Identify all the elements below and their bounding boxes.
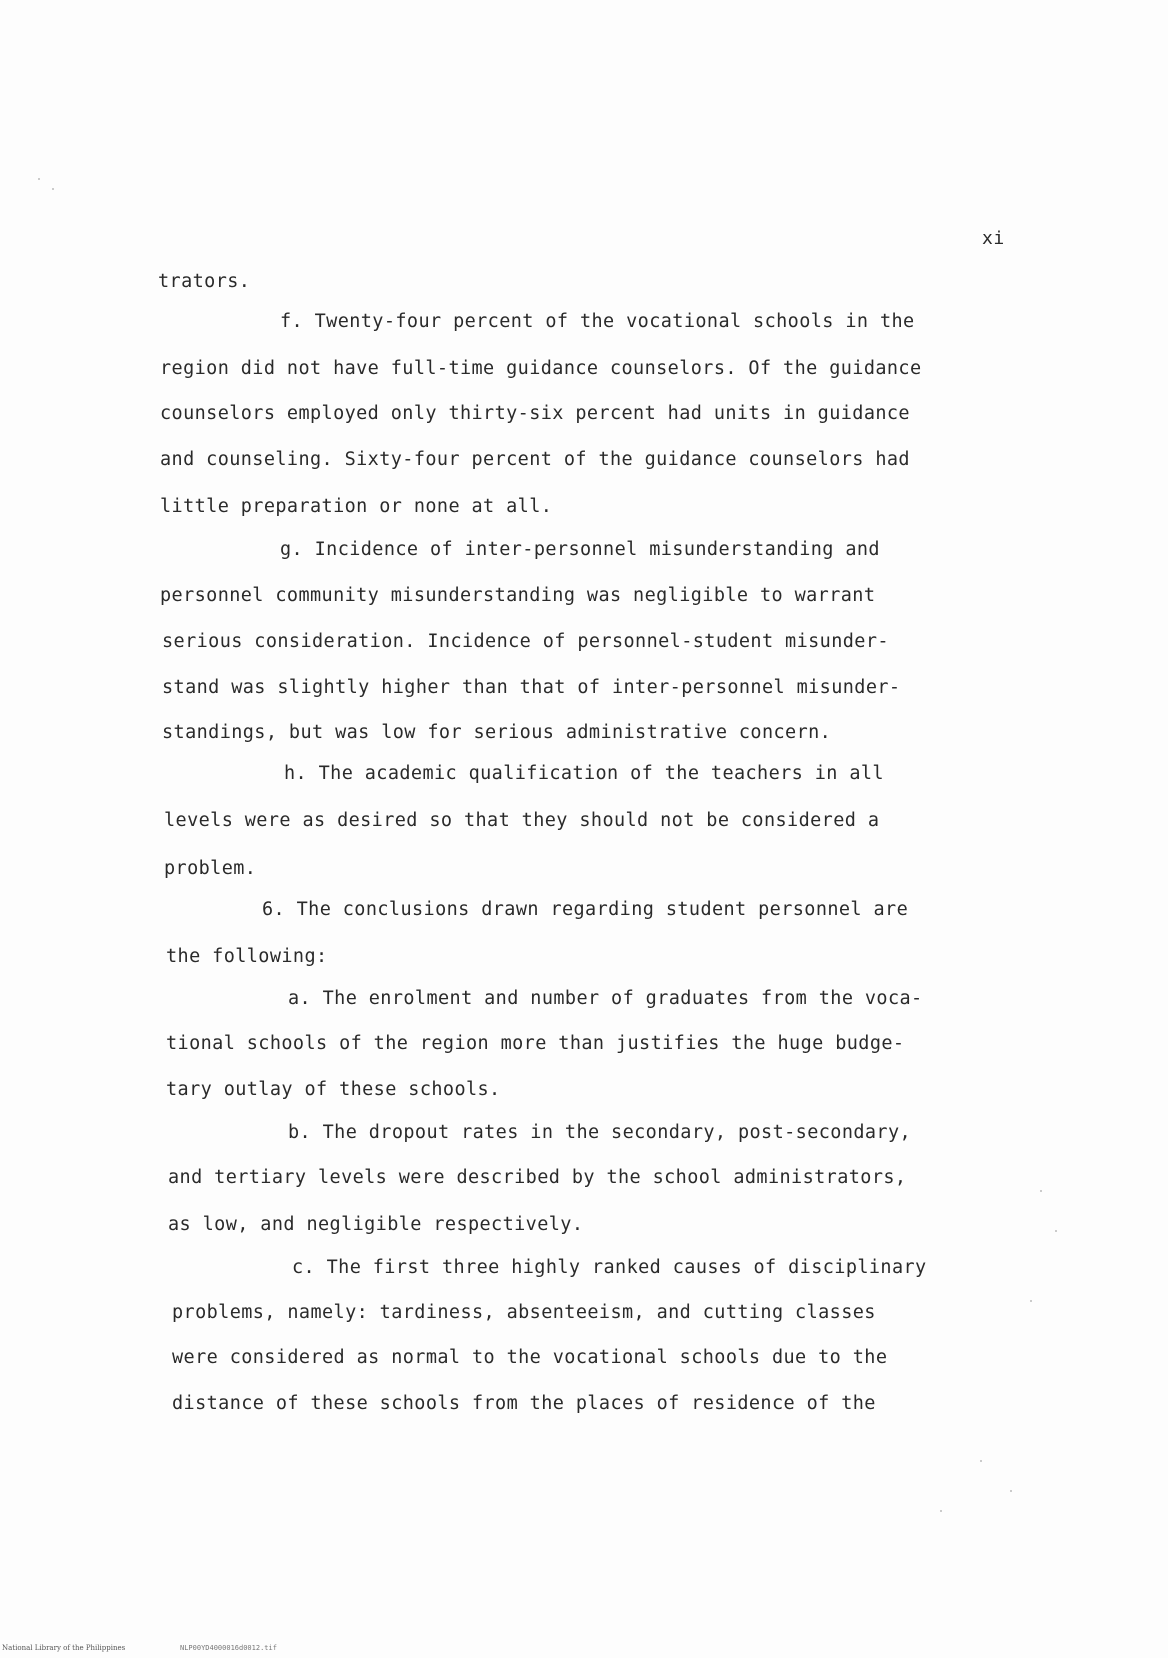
scan-speck	[1055, 1230, 1057, 1232]
scan-speck	[52, 188, 54, 190]
text-line: little preparation or none at all.	[160, 496, 553, 517]
scan-speck	[940, 1510, 942, 1512]
text-line: region did not have full-time guidance counselors. Of the guidance	[160, 358, 922, 379]
text-line: problems, namely: tardiness, absenteeism, and cutting classes	[172, 1302, 876, 1323]
text-line: h. The academic qualification of the teachers in all	[284, 763, 884, 784]
text-line: a. The enrolment and number of graduates from the voca-	[288, 988, 923, 1009]
text-line: the following:	[166, 946, 328, 967]
page-number: xi	[982, 228, 1005, 249]
footer-file: NLP00YD4000016d0012.tif	[180, 1644, 277, 1652]
text-line: levels were as desired so that they should not be considered a	[164, 810, 880, 831]
footer-library: National Library of the Philippines	[2, 1644, 126, 1652]
text-line: as low, and negligible respectively.	[168, 1214, 584, 1235]
text-line: b. The dropout rates in the secondary, post-secondary,	[288, 1122, 912, 1143]
text-line: standings, but was low for serious administrative concern.	[162, 722, 832, 743]
text-line: 6. The conclusions drawn regarding student personnel are	[262, 899, 909, 920]
text-line: tary outlay of these schools.	[166, 1079, 501, 1100]
text-line: and counseling. Sixty-four percent of the guidance counselors had	[160, 449, 910, 470]
text-line: problem.	[164, 858, 257, 879]
text-line: were considered as normal to the vocational schools due to the	[172, 1347, 888, 1368]
scan-speck	[980, 1460, 982, 1462]
scan-speck	[1030, 1300, 1032, 1302]
text-line: g. Incidence of inter-personnel misunderstanding and	[280, 539, 880, 560]
text-line: distance of these schools from the places of residence of the	[172, 1393, 876, 1414]
scan-speck	[38, 178, 40, 180]
text-line: stand was slightly higher than that of inter-personnel misunder-	[162, 677, 901, 698]
text-line: counselors employed only thirty-six percent had units in guidance	[160, 403, 910, 424]
text-line: serious consideration. Incidence of personnel-student misunder-	[162, 631, 889, 652]
text-line: f. Twenty-four percent of the vocational schools in the	[280, 311, 915, 332]
text-line: tional schools of the region more than justifies the huge budge-	[166, 1033, 905, 1054]
text-line: c. The first three highly ranked causes of disciplinary	[292, 1257, 927, 1278]
text-line: and tertiary levels were described by the school administrators,	[168, 1167, 907, 1188]
text-line: personnel community misunderstanding was negligible to warrant	[160, 585, 876, 606]
text-line: trators.	[158, 271, 251, 292]
scan-speck	[1040, 1190, 1042, 1192]
scan-speck	[1010, 1490, 1012, 1492]
